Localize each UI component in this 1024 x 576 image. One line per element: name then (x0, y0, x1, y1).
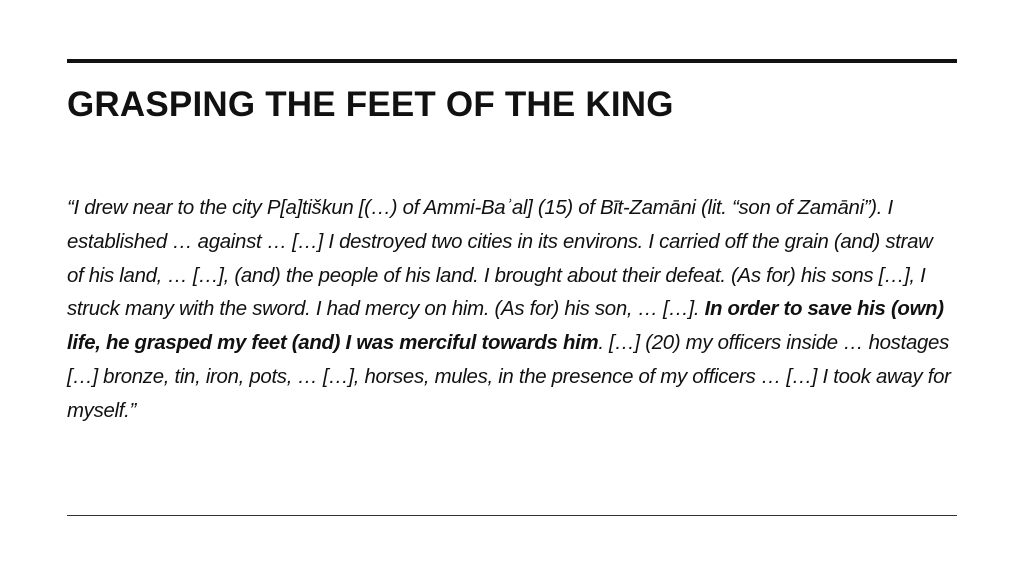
bottom-divider (67, 515, 957, 516)
top-divider (67, 59, 957, 63)
quote-text-part-1: “I drew near to the city P[a]tiškun [(…) of Ammi-Baʾal] (15) of Bīt-Zamāni (lit. “son of Zamāni”). I established … against … […] I destroyed two cities in its environs. I carried off the grain (and) straw of his land, … […], (and) the people of his land. I brought about their defeat. (As for) his sons […], I struck many with the sword. I had mercy on him. (As for) his son, … […]. (67, 197, 933, 321)
quote-paragraph (67, 192, 952, 429)
quote-emphasis: In order to save his (own) life, he grasped my feet (and) I was merciful towards him (67, 298, 944, 355)
slide-title: GRASPING THE FEET OF THE KING (67, 85, 674, 124)
quote-text-part-2: . […] (20) my officers inside … hostages […] bronze, tin, iron, pots, … […], horses, mules, in the presence of my officers … […] I took away for myself.” (67, 332, 951, 422)
